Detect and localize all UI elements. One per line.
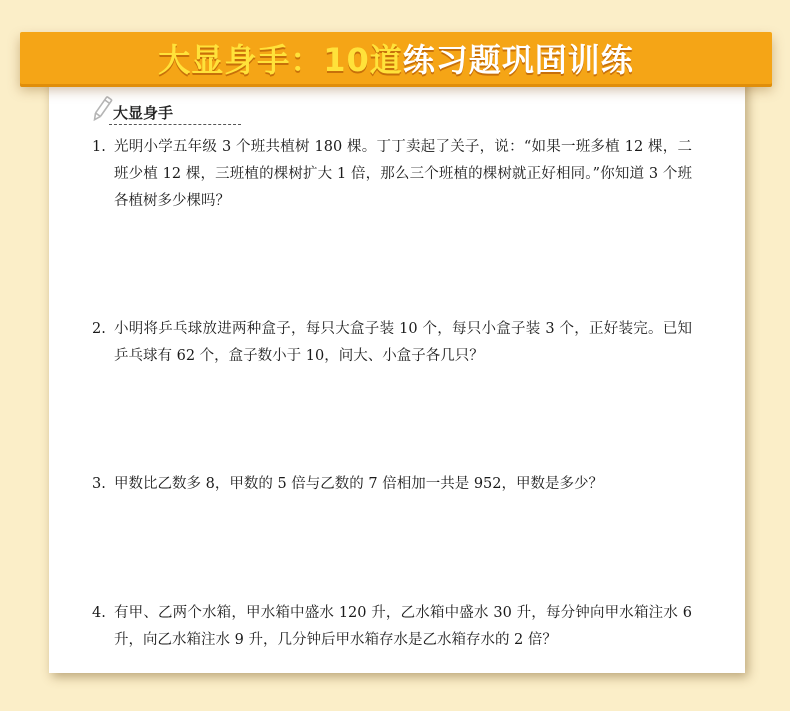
question-text: 有甲、乙两个水箱，甲水箱中盛水 120 升，乙水箱中盛水 30 升，每分钟向甲水箱注水 6 升，向乙水箱注水 9 升，几分钟后甲水箱存水是乙水箱存水的 2 倍？ (114, 605, 692, 648)
pencil-icon (91, 94, 113, 128)
banner-title-highlight: 大显身手：10道 (158, 41, 403, 79)
section-title: 大显身手 (113, 104, 174, 122)
section-header (91, 94, 241, 124)
banner-title (158, 35, 634, 81)
question-number: 4. (92, 605, 106, 621)
question-4 (92, 600, 692, 654)
banner-title-rest: 练习题巩固训练 (402, 41, 634, 79)
question-number: 1. (92, 139, 106, 155)
worksheet-card (49, 70, 745, 673)
question-text: 甲数比乙数多 8，甲数的 5 倍与乙数的 7 倍相加一共是 952，甲数是多少？ (114, 476, 604, 492)
question-3 (92, 471, 692, 498)
question-number: 2. (92, 321, 106, 337)
question-number: 3. (92, 476, 106, 492)
question-2 (92, 316, 692, 370)
section-divider (109, 124, 241, 125)
question-1 (92, 134, 692, 215)
question-text: 小明将乒乓球放进两种盒子，每只大盒子装 10 个，每只小盒子装 3 个，正好装完。已知乒乓球有 62 个，盒子数小于 10，问大、小盒子各几只？ (114, 321, 692, 364)
question-text: 光明小学五年级 3 个班共植树 180 棵。丁丁卖起了关子，说：“如果一班多植 12 棵，二班少植 12 棵，三班植的棵树扩大 1 倍，那么三个班植的棵树就正好相同。”你知道 3 个班各植树多少棵吗？ (114, 139, 692, 209)
title-banner (20, 32, 772, 84)
